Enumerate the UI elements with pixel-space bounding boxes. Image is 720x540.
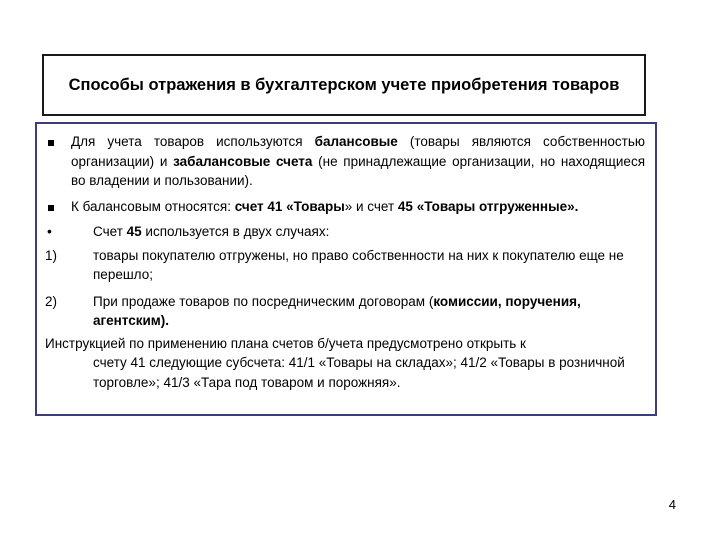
numbered-item-1: 1) товары покупателю отгружены, но право собственности на них к покупателю еще не перешло; bbox=[45, 246, 645, 285]
bullet-item-2: К балансовым относятся: счет 41 «Товары» и счет 45 «Товары отгруженные». bbox=[45, 197, 645, 217]
page-number: 4 bbox=[668, 497, 676, 512]
dot-bullet-icon: • bbox=[47, 223, 52, 239]
instruction-paragraph: Инструкцией по применению плана счетов б/учета предусмотрено открыть к счету 41 следующие субсчета: 41/1 «Товары на складах»; 41/2 «Товары в розничной торговле»; 41/3 «Тара под товаром и порожняя». bbox=[45, 335, 625, 390]
numbered-item-2: 2) При продаже товаров по посредническим договорам (комиссии, поручения, агентским). bbox=[45, 292, 645, 331]
content-box bbox=[35, 122, 657, 416]
list-number: 1) bbox=[45, 247, 58, 263]
list-number: 2) bbox=[45, 293, 58, 309]
slide-title: Способы отражения в бухгалтерском учете приобретения товаров bbox=[68, 76, 620, 94]
square-bullet-icon bbox=[45, 197, 71, 217]
title-box bbox=[42, 54, 646, 116]
square-bullet-icon bbox=[45, 132, 71, 191]
bullet-item-3: • Счет 45 используется в двух случаях: bbox=[45, 222, 645, 242]
bullet-item-1: Для учета товаров используются балансовые (товары являются собственностью организации) и забалансовые счета (не принадлежащие организации, но находящиеся во владении и пользовании). bbox=[45, 132, 645, 191]
